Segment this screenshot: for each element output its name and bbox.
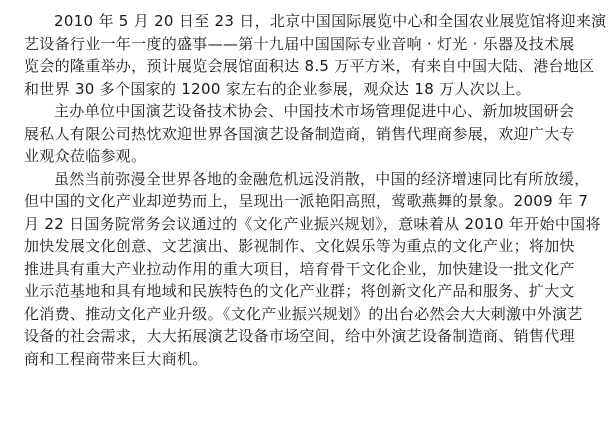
text-line: 加快发展文化创意、文艺演出、影视制作、文化娱乐等为重点的文化产业；将加快 [24,237,575,255]
document-body [24,10,607,370]
text-line: 业示范基地和具有地域和民族特色的文化产业群；将创新文化产品和服务、扩大文 [24,282,575,300]
text-line: 展私人有限公司热忱欢迎世界各国演艺设备制造商，销售代理商参展，欢迎广大专 [24,124,575,143]
text-line: 2010 年 5 月 20 日至 23 日，北京中国国际展览中心和全国农业展览馆将迎来演 [54,12,607,30]
text-line: 主办单位中国演艺设备技术协会、中国技术市场管理促进中心、新加坡国研会 [54,102,575,120]
text-line: 化消费、推动文化产业升级。《文化产业振兴规划》的出台必然会大大刺激中外演艺 [24,304,583,323]
text-line: 推进具有重大产业拉动作用的重大项目，培育骨干文化企业，加快建设一批文化产 [24,259,575,278]
text-line: 业观众莅临参观。 [24,147,147,165]
paragraph-3 [24,168,601,371]
text-line: 虽然当前弥漫全世界各地的金融危机远没消散，中国的经济增速同比有所放缓， [54,169,590,188]
paragraph-2 [24,100,584,168]
text-line: 月 22 日国务院常务会议通过的《文化产业振兴规划》，意味着从 2010 年开始中国将 [24,214,601,233]
text-line: 艺设备行业一年一度的盛事——第十九届中国国际专业音响 · 灯光 · 乐器及技术展 [24,34,575,53]
text-line: 览会的隆重举办，预计展览会展馆面积达 8.5 万平方米，有来自中国大陆、港台地区 [24,57,595,75]
text-line: 商和工程商带来巨大商机。 [24,349,208,368]
text-line: 设备的社会需求，大大拓展演艺设备市场空间，给中外演艺设备制造商、销售代理 [24,327,575,345]
text-line: 和世界 30 多个国家的 1200 家左右的企业参展，观众达 18 万人次以上。 [24,79,531,98]
text-line: 但中国的文化产业却逆势而上，呈现出一派艳阳高照，莺歌燕舞的景象。2009 年 7 [24,192,589,210]
paragraph-1 [24,10,607,100]
